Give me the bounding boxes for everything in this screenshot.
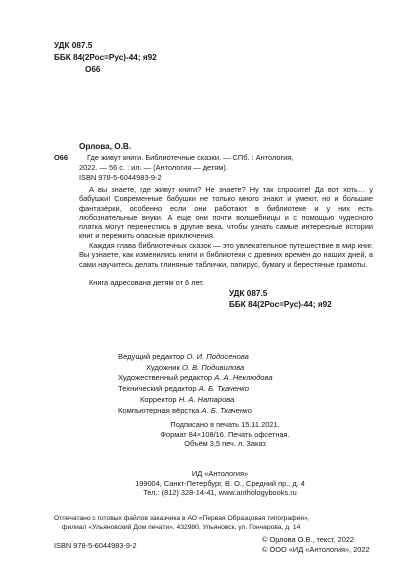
staff-line [118, 384, 273, 395]
isbn-record: ISBN 978-5-6044983-9-2 [79, 173, 162, 182]
staff-role: Технический редактор [118, 384, 199, 394]
staff-person: А. Б. Ткаченко [201, 405, 252, 415]
printer-info [54, 514, 310, 532]
staff-line [118, 363, 273, 374]
title-line: Где живут книги. Библиотечные сказки. — СПб. : Антология, [87, 153, 294, 162]
udk-code-top: УДК 087.5 [54, 41, 93, 50]
author-mark-top: О66 [85, 65, 101, 74]
title-line-2: 2022. — 56 с. : ил. — (Антология — детям). [79, 163, 228, 172]
copyright-author: © Орлова О.В., текст, 2022 [262, 535, 355, 544]
staff-person: А. Б. Ткаченко [198, 384, 249, 394]
staff-line [118, 406, 273, 417]
publisher-contacts: Тел.: (812) 328-14-41, www.anthologybooks.ru [143, 488, 297, 498]
staff-line [118, 352, 273, 363]
abstract-paragraph-2: Каждая глава библиотечных сказок — это увлекательное путешествие в мир книг. Вы узнаете, как изменились книги и библиотеки с древних времён до наших дней, а сами научитесь делать глиняные таблички, папирус, бумагу и берестяные грамоты. [79, 241, 373, 269]
staff-person: О. В. Подивилова [181, 362, 245, 372]
author-mark: О66 [54, 153, 68, 162]
udk-code-mid: УДК 087.5 [229, 289, 268, 298]
staff-role: Компьютерная вёрстка [118, 405, 202, 415]
staff-person: О. И. Подосенова [186, 352, 249, 361]
print-format: Формат 84×108/16. Печать офсетная. [160, 429, 290, 439]
bbk-code-top: ББК 84(2Рос=Рус)-44; я92 [54, 53, 157, 62]
print-volume: Объём 3,5 печ. л. Заказ [184, 439, 266, 449]
bbk-code-mid: ББК 84(2Рос=Рус)-44; я92 [229, 300, 332, 309]
print-signed-date: Подписано в печать 15.11.2021. [170, 420, 280, 429]
staff-role: Художественный редактор [118, 373, 215, 383]
isbn-bottom: ISBN 978-5-6044983-9-2 [54, 541, 137, 550]
print-info [160, 420, 289, 449]
abstract-paragraph-3: Книга адресована детям от 6 лет. [89, 278, 204, 287]
publisher-name: ИД «Антология» [191, 469, 249, 478]
staff-person: А. А. Неклюдова [214, 373, 273, 383]
staff-role: Художник [146, 362, 182, 372]
staff-role: Корректор [140, 394, 179, 404]
publisher-info [135, 469, 305, 498]
staff-line [118, 373, 273, 384]
staff-person: Н. А. Натарова [178, 394, 235, 404]
abstract-paragraph-1: А вы знаете, где живут книги? Не знаете? Ну так спросите! Да вот хоть… у бабушки! Современные бабушки не только много знают и умеют, но и большие фантазёрки, особенно если они работают в библиотеке и у них есть любознательные внуки. А еще они почти волшебницы и с помощью чудесного платка могут перенестись в другие века, чтобы узнать самые интересные истории книг и пережить опасные приключения. [79, 185, 373, 241]
author-name: Орлова, О.В. [79, 142, 132, 151]
staff-credits [118, 352, 273, 416]
publisher-address: 199004, Санкт-Петербург, В. О., Средний пр., д. 4 [135, 478, 305, 488]
printer-line-2: филиал «Ульяновский Дом печати», 432980, Ульяновск, ул. Гончарова, д. 14 [62, 524, 301, 532]
staff-line [118, 395, 273, 406]
printer-line-1: Отпечатано с готовых файлов заказчика в АО «Первая Образцовая типография», [54, 515, 310, 522]
copyright-publisher: © ООО «ИД «Антология», 2022 [262, 545, 370, 554]
staff-role: Ведущий редактор [118, 352, 187, 361]
